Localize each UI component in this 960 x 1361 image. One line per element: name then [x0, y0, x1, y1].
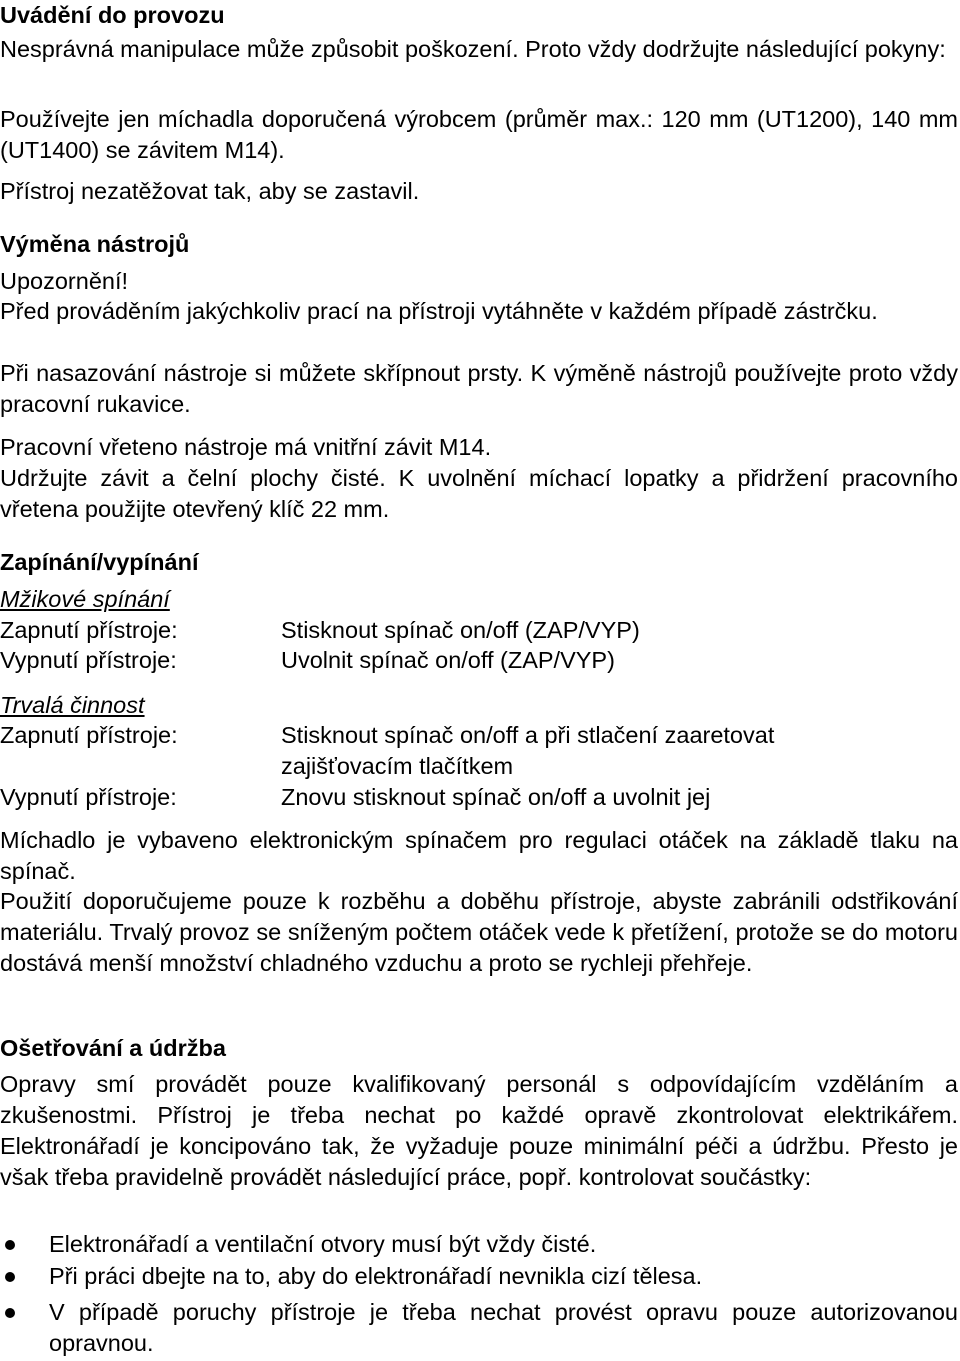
subheading-continuous: Trvalá činnost [0, 692, 145, 718]
paragraph-tool-change-thread: Pracovní vřeteno nástroje má vnitřní závit M14. [0, 434, 492, 460]
heading-tool-change: Výměna nástrojů [0, 231, 190, 257]
paragraph-tool-change-unplug: Před prováděním jakýchkoliv prací na přístroji vytáhněte v každém případě zástrčku. [0, 298, 878, 324]
heading-commissioning: Uvádění do provozu [0, 2, 225, 28]
bullet-dot-icon [5, 1272, 15, 1282]
paragraph-maintenance: Opravy smí provádět pouze kvalifikovaný personál s odpovídajícím vzděláním a zkušenostmi. Přístroj je třeba nechat po každé opravě zkontrolovat elektrikářem. Elektronářadí je koncipováno tak, že vyžaduje pouze minimální péči a údržbu. Přesto je však třeba pravidelně provádět následující práce, popř. kontrolovat součástky: [0, 1071, 958, 1190]
continuous-on-value-line2: zajišťovacím tlačítkem [281, 753, 514, 779]
heading-switching: Zapínání/vypínání [0, 549, 199, 575]
paragraph-commissioning-mixers: Používejte jen míchadla doporučená výrobcem (průměr max.: 120 mm (UT1200), 140 mm (UT1400) se závitem M14). [0, 106, 958, 163]
continuous-off-value: Znovu stisknout spínač on/off a uvolnit jej [281, 784, 711, 810]
bullet-dot-icon [5, 1240, 15, 1250]
bullet-dot-icon [5, 1308, 15, 1318]
continuous-on-value-line1: Stisknout spínač on/off a při stlačení zaaretovat [281, 722, 775, 748]
list-item-text: Elektronářadí a ventilační otvory musí být vždy čisté. [49, 1231, 597, 1257]
subheading-momentary: Mžikové spínání [0, 586, 170, 612]
momentary-on-label: Zapnutí přístroje: [0, 617, 178, 643]
continuous-off-label: Vypnutí přístroje: [0, 784, 177, 810]
momentary-off-value: Uvolnit spínač on/off (ZAP/VYP) [281, 647, 615, 673]
list-item-text: V případě poruchy přístroje je třeba nechat provést opravu pouze autorizovanou opravnou. [49, 1299, 958, 1356]
continuous-on-label: Zapnutí přístroje: [0, 722, 178, 748]
paragraph-tool-change-wrench: Udržujte závit a čelní plochy čisté. K uvolnění míchací lopatky a přidržení pracovního vřetena použijte otevřený klíč 22 mm. [0, 465, 958, 522]
momentary-off-label: Vypnutí přístroje: [0, 647, 177, 673]
paragraph-tool-change-gloves: Při nasazování nástroje si můžete skřípnout prsty. K výměně nástrojů používejte proto vždy pracovní rukavice. [0, 360, 958, 417]
paragraph-switching-usage: Použití doporučujeme pouze k rozběhu a doběhu přístroje, abyste zabránili odstřikování materiálu. Trvalý provoz se sníženým počtem otáček vede k přetížení, protože se do motoru dostává menší množství chladného vzduchu a proto se rychleji přehřeje. [0, 888, 958, 976]
momentary-on-value: Stisknout spínač on/off (ZAP/VYP) [281, 617, 640, 643]
paragraph-commissioning-warning: Nesprávná manipulace může způsobit poškození. Proto vždy dodržujte následující pokyny: [0, 36, 946, 62]
heading-maintenance: Ošetřování a údržba [0, 1035, 226, 1061]
paragraph-commissioning-no-stall: Přístroj nezatěžovat tak, aby se zastavil. [0, 178, 420, 204]
paragraph-switching-electronic: Míchadlo je vybaveno elektronickým spínačem pro regulaci otáček na základě tlaku na spínač. [0, 827, 958, 884]
list-item-text: Při práci dbejte na to, aby do elektronářadí nevnikla cizí tělesa. [49, 1263, 703, 1289]
tool-change-warning-label: Upozornění! [0, 268, 129, 294]
